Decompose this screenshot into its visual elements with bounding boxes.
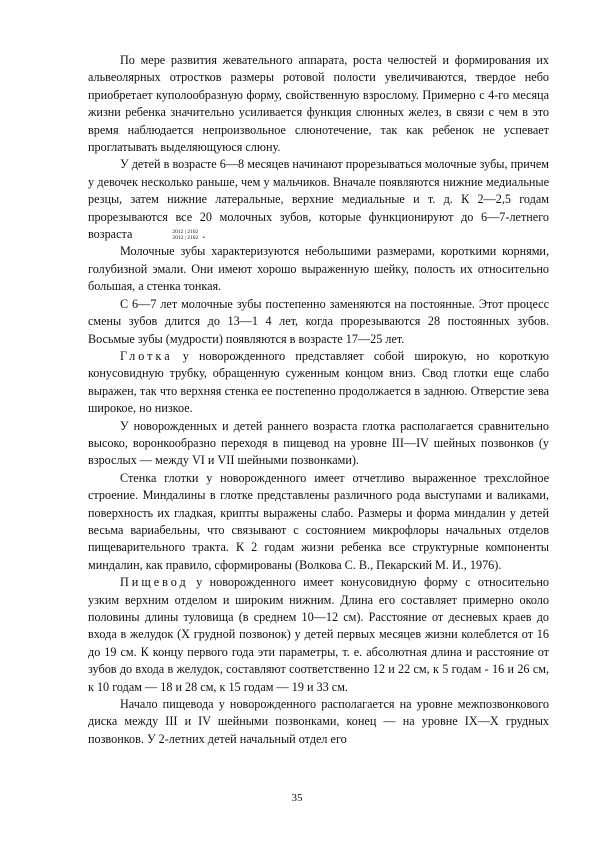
- paragraph-permanent-teeth: С 6—7 лет молочные зубы постепенно заменяются на постоянные. Этот процесс смены зубов длится до 13—1 4 лет, когда прорезываются 28 постоянных зубов. Восьмые зубы (мудрости) появляются в возрасте 17—25 лет.: [88, 296, 549, 346]
- paragraph-pharynx: [88, 348, 549, 418]
- paragraph-oral-cavity: По мере развития жевательного аппарата, роста челюстей и формирования их альвеолярных отростков размеры ротовой полости увеличиваются, твердое небо приобретает куполообразную форму, свойственную взрослому. Примерно с 4-го месяца жизни ребенка значительно усиливается функция слюнных желез, в связи с чем в это время наблюдается непроизвольное слюнотечение, так как ребенок не успевает проглатывать выделяющуюся слюну.: [88, 53, 549, 155]
- paragraph-milk-teeth-eruption: [88, 156, 549, 243]
- term-esophagus: Пищевод: [120, 575, 189, 590]
- paragraph-esophagus-text: у новорожденного имеет конусовидную форму с относительно узким верхним отделом и широким нижним. Длина его составляет примерно около половины длины туловища (в среднем 10—12 см). Расстояние от десневых краев до входа в желудок (X грудной позвонок) у детей первых месяцев жизни колеблется от 16 до 19 см. К концу первого года эти параметры, т. е. абсолютная длина и расстояние от зубов до входа в желудок, составляют соответственно 12 и 22 см, к 5 годам - 16 и 26 см, к 10 годам — 18 и 28 см, к 15 годам — 19 и 33 см.: [88, 575, 549, 694]
- document-body: [88, 52, 549, 748]
- paragraph-pharynx-text: у новорожденного представляет собой широкую, но короткую конусовидную трубку, обращенную суженным концом вниз. Свод глотки еще слабо выражен, так что верхняя стенка ее постепенно продолжается в заднюю. Отверстие зева широкое, но низкое.: [88, 348, 549, 416]
- paragraph-pharynx-position: У новорожденных и детей раннего возраста глотка располагается сравнительно высоко, воронкообразно переходя в пищевод на уровне III—IV шейных позвонков (у взрослых — между VI и VII шейными позвонками).: [88, 418, 549, 468]
- paragraph-esophagus: [88, 574, 549, 696]
- dental-formula: [140, 229, 198, 241]
- paragraph-esophagus-position: Начало пищевода у новорожденного располагается на уровне межпозвонкового диска между III и IV шейными позвонками, конец — на уровне IX—X грудных позвонков. У 2-летних детей начальный отдел его: [88, 697, 549, 746]
- term-pharynx: Глотка: [120, 348, 173, 363]
- page-number: 35: [291, 792, 303, 804]
- dental-formula-bottom: 2012 | 2102: [172, 235, 199, 242]
- dental-formula-top: 2012 | 2102: [172, 229, 199, 236]
- paragraph-pharynx-wall: Стенка глотки у новорожденного имеет отчетливо выраженное трехслойное строение. Миндалины в глотке представлены различного рода выступами и валиками, поверхность их гладкая, крипты выражены слабо. Размеры и форма миндалин у детей весьма вариабельны, что связывают с состоянием микрофлоры начальных отделов пищеварительного тракта. К 2 годам жизни ребенка все структурные компоненты миндалин, как правило, сформированы (Волкова С. В., Пекарский М. И., 1976).: [88, 470, 549, 572]
- paragraph-milk-teeth-features: Молочные зубы характеризуются небольшими размерами, короткими корнями, голубизной эмали. Они имеют хорошо выраженную шейку, полость их относительно большая, а стенка тонкая.: [88, 244, 549, 294]
- paragraph-end-period: .: [202, 227, 206, 242]
- paragraph-milk-teeth-text: У детей в возрасте 6—8 месяцев начинают прорезываться молочные зубы, причем у девочек несколько раньше, чем у мальчиков. Вначале появляются нижние медиальные резцы, затем нижние латеральные, верхние медиальные и т. д. К 2—2,5 годам прорезываются все 20 молочных зубов, которые функционируют до 6—7-летнего возраста: [88, 157, 549, 242]
